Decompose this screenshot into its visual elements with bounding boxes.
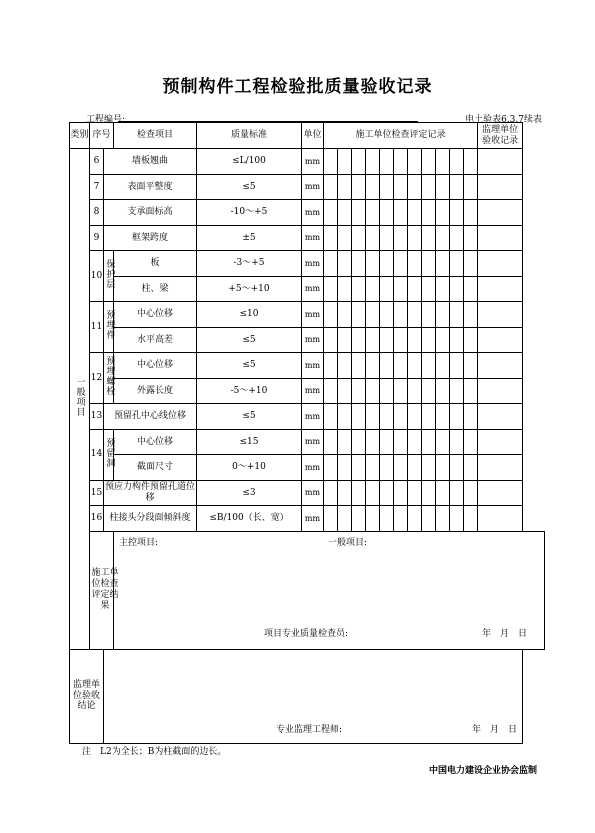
check-cell[interactable]	[338, 225, 352, 251]
check-cell[interactable]	[338, 174, 352, 200]
category-general-items	[70, 149, 90, 650]
row-standard: ≤L/100	[197, 149, 302, 175]
check-cell[interactable]	[450, 429, 464, 455]
row-standard: -10〜+5	[197, 200, 302, 226]
check-cell[interactable]	[450, 506, 464, 532]
check-cell[interactable]	[366, 200, 380, 226]
general-items-label: 一般项目:	[328, 537, 368, 548]
row-standard: +5〜+10	[197, 276, 302, 302]
engineer-label: 专业监理工程师:	[276, 724, 343, 735]
check-cell[interactable]	[394, 174, 408, 200]
check-cell[interactable]	[464, 200, 478, 226]
row-standard: ≤5	[197, 404, 302, 430]
row-item: 中心位移	[114, 429, 197, 455]
project-no-label: 工程编号:	[86, 115, 126, 125]
check-cell[interactable]	[380, 455, 394, 481]
supervision-cell[interactable]	[478, 455, 523, 481]
check-cell[interactable]	[450, 404, 464, 430]
check-cell[interactable]	[422, 353, 436, 379]
check-cell[interactable]	[436, 225, 450, 251]
check-cell[interactable]	[380, 404, 394, 430]
check-cell[interactable]	[338, 378, 352, 404]
check-cell[interactable]	[408, 225, 422, 251]
check-cell[interactable]	[436, 480, 450, 506]
check-cell[interactable]	[408, 174, 422, 200]
row-unit: mm	[302, 302, 324, 328]
check-cell[interactable]	[380, 378, 394, 404]
form-number: 电土验表6.3.7续表	[465, 115, 542, 125]
supervision-cell[interactable]	[478, 149, 523, 175]
row-unit: mm	[302, 506, 324, 532]
check-cell[interactable]	[380, 174, 394, 200]
check-cell[interactable]	[408, 480, 422, 506]
check-cell[interactable]	[464, 506, 478, 532]
check-cell[interactable]	[422, 276, 436, 302]
row-seq: 6	[90, 149, 104, 175]
row-unit: mm	[302, 429, 324, 455]
check-cell[interactable]	[464, 353, 478, 379]
check-cell[interactable]	[422, 302, 436, 328]
check-cell[interactable]	[422, 480, 436, 506]
group-label	[104, 353, 114, 404]
check-cell[interactable]	[366, 404, 380, 430]
check-cell[interactable]	[450, 302, 464, 328]
check-cell[interactable]	[464, 429, 478, 455]
check-cell[interactable]	[436, 404, 450, 430]
supervision-cell[interactable]	[478, 353, 523, 379]
check-cell[interactable]	[380, 149, 394, 175]
check-cell[interactable]	[366, 353, 380, 379]
check-cell[interactable]	[436, 149, 450, 175]
row-seq: 16	[90, 506, 104, 532]
check-cell[interactable]	[394, 276, 408, 302]
check-cell[interactable]	[422, 327, 436, 353]
inspector-label: 项目专业质量检查员:	[264, 628, 349, 639]
row-unit: mm	[302, 225, 324, 251]
check-cell[interactable]	[450, 378, 464, 404]
check-cell[interactable]	[338, 276, 352, 302]
check-cell[interactable]	[366, 506, 380, 532]
check-cell[interactable]	[366, 174, 380, 200]
check-cell[interactable]	[450, 200, 464, 226]
table-row	[70, 327, 545, 353]
group-label	[104, 251, 114, 302]
check-cell[interactable]	[352, 225, 366, 251]
row-item: 截面尺寸	[114, 455, 197, 481]
check-cell[interactable]	[436, 302, 450, 328]
row-unit: mm	[302, 200, 324, 226]
check-cell[interactable]	[464, 327, 478, 353]
row-seq: 8	[90, 200, 104, 226]
supervision-cell[interactable]	[478, 480, 523, 506]
row-item: 预应力构件预留孔道位移	[104, 480, 197, 506]
group-label-text: 预埋螺栓	[104, 356, 115, 397]
header-category: 类别	[70, 123, 90, 149]
check-cell[interactable]	[394, 480, 408, 506]
check-cell[interactable]	[394, 378, 408, 404]
check-cell[interactable]	[436, 429, 450, 455]
check-cell[interactable]	[408, 251, 422, 277]
check-cell[interactable]	[338, 251, 352, 277]
check-cell[interactable]	[464, 404, 478, 430]
check-cell[interactable]	[464, 149, 478, 175]
check-cell[interactable]	[394, 353, 408, 379]
check-cell[interactable]	[394, 200, 408, 226]
check-cell[interactable]	[422, 506, 436, 532]
check-cell[interactable]	[408, 429, 422, 455]
row-unit: mm	[302, 149, 324, 175]
table-row	[70, 480, 545, 506]
row-item: 柱接头分段面倾斜度	[104, 506, 197, 532]
check-cell[interactable]	[436, 174, 450, 200]
check-cell[interactable]	[380, 225, 394, 251]
check-cell[interactable]	[366, 429, 380, 455]
table-row	[70, 200, 545, 226]
check-cell[interactable]	[436, 200, 450, 226]
check-cell[interactable]	[338, 404, 352, 430]
check-cell[interactable]	[450, 353, 464, 379]
row-item: 板	[114, 251, 197, 277]
check-cell[interactable]	[450, 251, 464, 277]
check-cell[interactable]	[366, 378, 380, 404]
row-unit: mm	[302, 327, 324, 353]
check-cell[interactable]	[450, 327, 464, 353]
supervision-cell[interactable]	[478, 302, 523, 328]
check-cell[interactable]	[436, 251, 450, 277]
check-cell[interactable]	[324, 149, 338, 175]
check-cell[interactable]	[352, 276, 366, 302]
row-item: 外露长度	[114, 378, 197, 404]
check-cell[interactable]	[324, 251, 338, 277]
check-cell[interactable]	[380, 276, 394, 302]
check-cell[interactable]	[324, 174, 338, 200]
check-cell[interactable]	[338, 302, 352, 328]
row-item: 中心位移	[114, 302, 197, 328]
check-cell[interactable]	[352, 200, 366, 226]
row-item: 预留孔中心线位移	[104, 404, 197, 430]
check-cell[interactable]	[436, 327, 450, 353]
check-cell[interactable]	[408, 276, 422, 302]
supervision-cell[interactable]	[478, 200, 523, 226]
check-cell[interactable]	[352, 506, 366, 532]
row-standard: ≤3	[197, 480, 302, 506]
header-seq: 序号	[90, 123, 114, 149]
table-row	[70, 174, 545, 200]
supervision-cell[interactable]	[478, 225, 523, 251]
check-cell[interactable]	[408, 327, 422, 353]
row-unit: mm	[302, 455, 324, 481]
construction-conclusion-label	[90, 531, 119, 649]
table-header	[70, 123, 545, 149]
category-label: 一般项目	[74, 377, 85, 418]
check-cell[interactable]	[338, 455, 352, 481]
check-cell[interactable]	[408, 455, 422, 481]
row-standard: -5〜+10	[197, 378, 302, 404]
row-standard: ≤5	[197, 353, 302, 379]
check-cell[interactable]	[436, 353, 450, 379]
table-row	[70, 353, 545, 379]
check-cell[interactable]	[408, 149, 422, 175]
table-row	[70, 276, 545, 302]
supervision-cell[interactable]	[478, 429, 523, 455]
supervision-date: 年 月 日	[472, 724, 518, 735]
check-cell[interactable]	[394, 225, 408, 251]
check-cell[interactable]	[380, 353, 394, 379]
check-cell[interactable]	[324, 506, 338, 532]
table-row	[70, 429, 545, 455]
check-cell[interactable]	[394, 404, 408, 430]
row-unit: mm	[302, 251, 324, 277]
check-cell[interactable]	[324, 429, 338, 455]
footer-issuer: 中国电力建设企业协会监制	[428, 766, 537, 776]
check-cell[interactable]	[324, 276, 338, 302]
construction-conclusion-row	[70, 531, 545, 649]
group-label	[104, 429, 114, 480]
check-cell[interactable]	[324, 480, 338, 506]
row-standard: 0〜+10	[197, 455, 302, 481]
row-seq: 9	[90, 225, 104, 251]
check-cell[interactable]	[380, 200, 394, 226]
group-label-text: 保护层	[104, 259, 115, 290]
check-cell[interactable]	[408, 404, 422, 430]
check-cell[interactable]	[352, 302, 366, 328]
row-standard: -3〜+5	[197, 251, 302, 277]
supervision-cell[interactable]	[478, 404, 523, 430]
check-cell[interactable]	[394, 327, 408, 353]
check-cell[interactable]	[366, 327, 380, 353]
row-item: 框架跨度	[104, 225, 197, 251]
check-cell[interactable]	[380, 429, 394, 455]
supervision-cell[interactable]	[478, 251, 523, 277]
row-standard: ±5	[197, 225, 302, 251]
check-cell[interactable]	[450, 480, 464, 506]
header-standard: 质量标准	[197, 123, 302, 149]
check-cell[interactable]	[366, 455, 380, 481]
check-cell[interactable]	[338, 149, 352, 175]
header-item: 检查项目	[114, 123, 197, 149]
row-standard: ≤15	[197, 429, 302, 455]
page-title: 预制构件工程检验批质量验收记录	[162, 77, 433, 97]
supervision-conclusion-label-text: 监理单位验收结论	[72, 679, 100, 712]
check-cell[interactable]	[422, 378, 436, 404]
supervision-conclusion-body[interactable]	[104, 649, 523, 743]
check-cell[interactable]	[464, 251, 478, 277]
table-row	[70, 404, 545, 430]
check-cell[interactable]	[394, 455, 408, 481]
check-cell[interactable]	[352, 327, 366, 353]
check-cell[interactable]	[422, 429, 436, 455]
row-seq: 14	[90, 429, 104, 480]
table-row	[70, 302, 545, 328]
check-cell[interactable]	[422, 404, 436, 430]
check-cell[interactable]	[394, 251, 408, 277]
row-seq: 10	[90, 251, 104, 302]
check-cell[interactable]	[450, 225, 464, 251]
check-cell[interactable]	[408, 302, 422, 328]
check-cell[interactable]	[394, 506, 408, 532]
check-cell[interactable]	[352, 429, 366, 455]
note: 注 L2为全长；B为柱截面的边长。	[82, 747, 227, 757]
check-cell[interactable]	[338, 327, 352, 353]
row-unit: mm	[302, 378, 324, 404]
check-cell[interactable]	[422, 174, 436, 200]
check-cell[interactable]	[366, 251, 380, 277]
check-cell[interactable]	[464, 225, 478, 251]
row-item: 支承面标高	[104, 200, 197, 226]
table-row	[70, 506, 545, 532]
header-construction-record: 施工单位检查评定记录	[324, 123, 478, 149]
row-seq: 15	[90, 480, 104, 506]
row-standard: ≤5	[197, 327, 302, 353]
row-unit: mm	[302, 353, 324, 379]
group-label	[104, 302, 114, 353]
row-unit: mm	[302, 276, 324, 302]
table-row	[70, 378, 545, 404]
row-item: 表面平整度	[104, 174, 197, 200]
check-cell[interactable]	[436, 506, 450, 532]
check-cell[interactable]	[394, 302, 408, 328]
check-cell[interactable]	[352, 378, 366, 404]
row-seq: 11	[90, 302, 104, 353]
check-cell[interactable]	[380, 506, 394, 532]
row-item: 中心位移	[114, 353, 197, 379]
check-cell[interactable]	[324, 327, 338, 353]
check-cell[interactable]	[366, 276, 380, 302]
row-standard: ≤B/100（长、宽）	[197, 506, 302, 532]
check-cell[interactable]	[338, 480, 352, 506]
table-row	[70, 251, 545, 277]
check-cell[interactable]	[352, 480, 366, 506]
check-cell[interactable]	[324, 302, 338, 328]
table-row	[70, 225, 545, 251]
row-seq: 7	[90, 174, 104, 200]
check-cell[interactable]	[408, 200, 422, 226]
check-cell[interactable]	[422, 225, 436, 251]
check-cell[interactable]	[464, 455, 478, 481]
check-cell[interactable]	[422, 251, 436, 277]
check-cell[interactable]	[352, 149, 366, 175]
check-cell[interactable]	[408, 378, 422, 404]
table-row	[70, 149, 545, 175]
row-unit: mm	[302, 174, 324, 200]
check-cell[interactable]	[338, 506, 352, 532]
group-label-text: 预埋件	[104, 310, 115, 341]
check-cell[interactable]	[464, 480, 478, 506]
construction-conclusion-body[interactable]	[114, 531, 545, 649]
supervision-cell[interactable]	[478, 174, 523, 200]
check-cell[interactable]	[366, 149, 380, 175]
check-cell[interactable]	[352, 404, 366, 430]
check-cell[interactable]	[394, 149, 408, 175]
row-item: 柱、梁	[114, 276, 197, 302]
check-cell[interactable]	[324, 200, 338, 226]
header-unit: 单位	[302, 123, 324, 149]
row-seq: 12	[90, 353, 104, 404]
check-cell[interactable]	[450, 455, 464, 481]
check-cell[interactable]	[380, 251, 394, 277]
check-cell[interactable]	[408, 353, 422, 379]
check-cell[interactable]	[380, 480, 394, 506]
check-cell[interactable]	[324, 404, 338, 430]
check-cell[interactable]	[422, 200, 436, 226]
row-standard: ≤5	[197, 174, 302, 200]
construction-conclusion-label-text: 施工单位检查评定结果	[91, 568, 119, 611]
inspection-date: 年 月 日	[482, 628, 528, 639]
supervision-conclusion-row	[70, 649, 545, 743]
check-cell[interactable]	[366, 225, 380, 251]
table-row	[70, 455, 545, 481]
check-cell[interactable]	[352, 455, 366, 481]
check-cell[interactable]	[352, 174, 366, 200]
check-cell[interactable]	[408, 506, 422, 532]
check-cell[interactable]	[450, 149, 464, 175]
check-cell[interactable]	[380, 302, 394, 328]
check-cell[interactable]	[380, 327, 394, 353]
check-cell[interactable]	[464, 174, 478, 200]
inspection-table	[69, 122, 545, 744]
supervision-cell[interactable]	[478, 506, 523, 532]
group-label-text: 预留洞	[104, 437, 115, 468]
supervision-cell[interactable]	[478, 276, 523, 302]
check-cell[interactable]	[422, 455, 436, 481]
supervision-cell[interactable]	[478, 378, 523, 404]
check-cell[interactable]	[338, 353, 352, 379]
check-cell[interactable]	[436, 276, 450, 302]
header-supervision-record: 监理单位验收记录	[478, 123, 523, 149]
check-cell[interactable]	[352, 353, 366, 379]
check-cell[interactable]	[324, 353, 338, 379]
check-cell[interactable]	[324, 455, 338, 481]
check-cell[interactable]	[450, 276, 464, 302]
row-standard: ≤10	[197, 302, 302, 328]
check-cell[interactable]	[338, 200, 352, 226]
check-cell[interactable]	[338, 429, 352, 455]
check-cell[interactable]	[366, 480, 380, 506]
check-cell[interactable]	[366, 302, 380, 328]
row-item: 水平高差	[114, 327, 197, 353]
check-cell[interactable]	[324, 225, 338, 251]
supervision-cell[interactable]	[478, 327, 523, 353]
check-cell[interactable]	[464, 276, 478, 302]
check-cell[interactable]	[436, 455, 450, 481]
check-cell[interactable]	[464, 302, 478, 328]
check-cell[interactable]	[352, 251, 366, 277]
row-seq: 13	[90, 404, 104, 430]
check-cell[interactable]	[324, 378, 338, 404]
row-unit: mm	[302, 404, 324, 430]
row-item: 墙板翘曲	[104, 149, 197, 175]
row-unit: mm	[302, 480, 324, 506]
check-cell[interactable]	[436, 378, 450, 404]
check-cell[interactable]	[422, 149, 436, 175]
check-cell[interactable]	[450, 174, 464, 200]
main-items-label: 主控项目:	[119, 537, 159, 548]
supervision-conclusion-label	[70, 649, 104, 743]
check-cell[interactable]	[464, 378, 478, 404]
check-cell[interactable]	[394, 429, 408, 455]
